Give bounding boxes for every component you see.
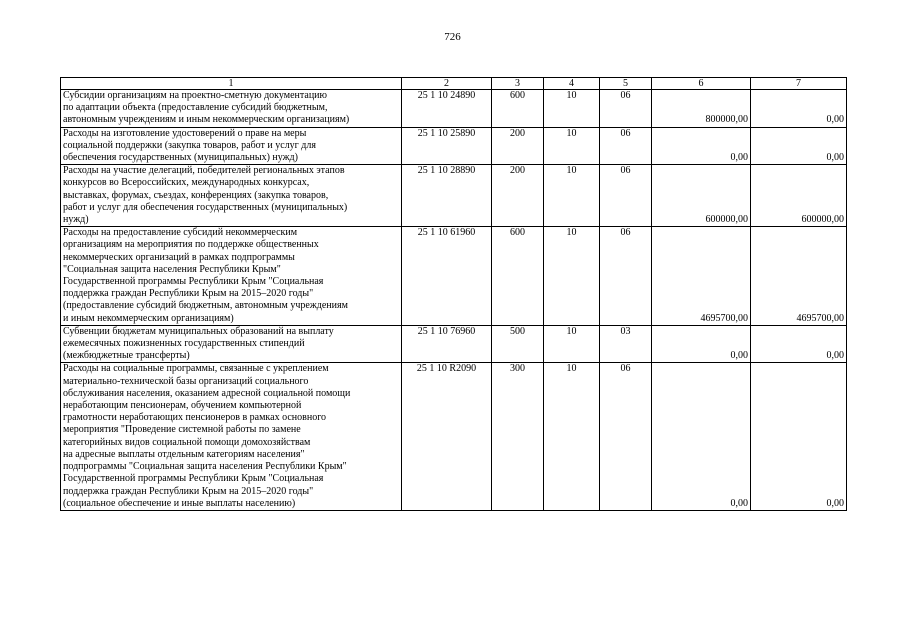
description-line: неработающим пенсионерам, обучением компьютерной <box>63 400 302 412</box>
description-line: Субсидии организациям на проектно-сметную документацию <box>63 90 327 101</box>
row-section: 10 <box>544 325 600 363</box>
row-amount-col7: 0,00 <box>751 127 847 165</box>
row-expense-type: 600 <box>492 227 544 326</box>
row-target-code: 25 1 10 76960 <box>402 325 492 363</box>
column-header: 5 <box>600 78 652 90</box>
description-line: Государственной программы Республики Крым "Социальная <box>63 473 324 485</box>
row-subsection: 03 <box>600 325 652 363</box>
row-amount-col6: 0,00 <box>652 127 751 165</box>
table-row <box>61 325 847 363</box>
description-line: организациям на мероприятия по поддержке общественных <box>63 239 319 251</box>
row-expense-type: 500 <box>492 325 544 363</box>
row-description <box>61 90 402 128</box>
table-row <box>61 227 847 326</box>
description-line: на адресные выплаты отдельным категориям населения" <box>63 448 305 460</box>
column-header: 1 <box>61 78 402 90</box>
table-row <box>61 363 847 510</box>
column-header: 6 <box>652 78 751 90</box>
row-section: 10 <box>544 363 600 510</box>
description-line: (социальное обеспечение и иные выплаты населению) <box>63 497 296 509</box>
row-subsection: 06 <box>600 127 652 165</box>
row-amount-col7: 0,00 <box>751 363 847 510</box>
row-section: 10 <box>544 127 600 165</box>
description-line: категорийных видов социальной помощи домохозяйствам <box>63 436 311 448</box>
description-line: материально-технической базы организаций социального <box>63 375 309 387</box>
description-line: грамотности неработающих пенсионеров в рамках основного <box>63 412 327 424</box>
description-line: ежемесячных пожизненных государственных стипендий <box>63 338 305 350</box>
row-target-code: 25 1 10 24890 <box>402 90 492 128</box>
row-amount-col7: 0,00 <box>751 325 847 363</box>
description-line: конкурсов во Всероссийских, международных конкурсах, <box>63 177 310 189</box>
row-subsection: 06 <box>600 363 652 510</box>
description-line: мероприятия "Проведение системной работы по замене <box>63 424 301 436</box>
row-description <box>61 325 402 363</box>
row-description <box>61 363 402 510</box>
description-line: Государственной программы Республики Крым "Социальная <box>63 276 324 288</box>
description-line: Субвенции бюджетам муниципальных образований на выплату <box>63 325 334 337</box>
description-line: (предоставление субсидий бюджетным, автономным учреждениям <box>63 300 348 312</box>
row-amount-col6: 800000,00 <box>652 90 751 128</box>
table-row <box>61 165 847 227</box>
row-description <box>61 127 402 165</box>
description-line: Расходы на участие делегаций, победителей региональных этапов <box>63 165 345 177</box>
row-target-code: 25 1 10 R2090 <box>402 363 492 510</box>
row-amount-col7: 600000,00 <box>751 165 847 227</box>
description-line: выставках, форумах, съездах, конференциях (закупка товаров, <box>63 189 329 201</box>
table-row <box>61 90 847 128</box>
row-amount-col7: 0,00 <box>751 90 847 128</box>
description-line: социальной поддержки (закупка товаров, работ и услуг для <box>63 139 316 151</box>
row-expense-type: 600 <box>492 90 544 128</box>
description-line: некоммерческих организаций в рамках подпрограммы <box>63 251 295 263</box>
row-expense-type: 200 <box>492 127 544 165</box>
description-line: обслуживания населения, оказанием адресной социальной помощи <box>63 387 351 399</box>
row-description <box>61 227 402 326</box>
row-expense-type: 300 <box>492 363 544 510</box>
description-line: по адаптации объекта (предоставление субсидий бюджетным, <box>63 102 328 114</box>
row-amount-col6: 0,00 <box>652 363 751 510</box>
description-line: поддержка граждан Республики Крым на 2015–2020 годы" <box>63 485 314 497</box>
row-target-code: 25 1 10 25890 <box>402 127 492 165</box>
description-line: обеспечения государственных (муниципальных) нужд) <box>63 152 298 164</box>
page-number: 726 <box>444 31 461 43</box>
description-line: Расходы на изготовление удостоверений о праве на меры <box>63 127 307 139</box>
table-row <box>61 127 847 165</box>
description-line: нужд) <box>63 214 89 226</box>
description-line: поддержка граждан Республики Крым на 2015–2020 годы" <box>63 288 314 300</box>
description-line: работ и услуг для обеспечения государственных (муниципальных) <box>63 201 348 213</box>
description-line: подпрограммы "Социальная защита населения Республики Крым" <box>63 461 347 473</box>
row-target-code: 25 1 10 61960 <box>402 227 492 326</box>
budget-table <box>60 77 847 511</box>
row-amount-col6: 4695700,00 <box>652 227 751 326</box>
row-expense-type: 200 <box>492 165 544 227</box>
description-line: (межбюджетные трансферты) <box>63 350 190 362</box>
row-description <box>61 165 402 227</box>
row-section: 10 <box>544 90 600 128</box>
column-header: 2 <box>402 78 492 90</box>
row-subsection: 06 <box>600 90 652 128</box>
table-header-row <box>61 78 847 90</box>
description-line: "Социальная защита населения Республики Крым" <box>63 263 281 275</box>
row-amount-col6: 0,00 <box>652 325 751 363</box>
row-target-code: 25 1 10 28890 <box>402 165 492 227</box>
row-amount-col6: 600000,00 <box>652 165 751 227</box>
row-section: 10 <box>544 165 600 227</box>
description-line: Расходы на предоставление субсидий некоммерческим <box>63 227 298 239</box>
row-subsection: 06 <box>600 165 652 227</box>
column-header: 3 <box>492 78 544 90</box>
column-header: 7 <box>751 78 847 90</box>
row-amount-col7: 4695700,00 <box>751 227 847 326</box>
row-section: 10 <box>544 227 600 326</box>
description-line: и иным некоммерческим организациям) <box>63 312 234 324</box>
row-subsection: 06 <box>600 227 652 326</box>
description-line: автономным учреждениям и иным некоммерческим организациям) <box>63 114 350 126</box>
description-line: Расходы на социальные программы, связанные с укреплением <box>63 363 329 375</box>
column-header: 4 <box>544 78 600 90</box>
